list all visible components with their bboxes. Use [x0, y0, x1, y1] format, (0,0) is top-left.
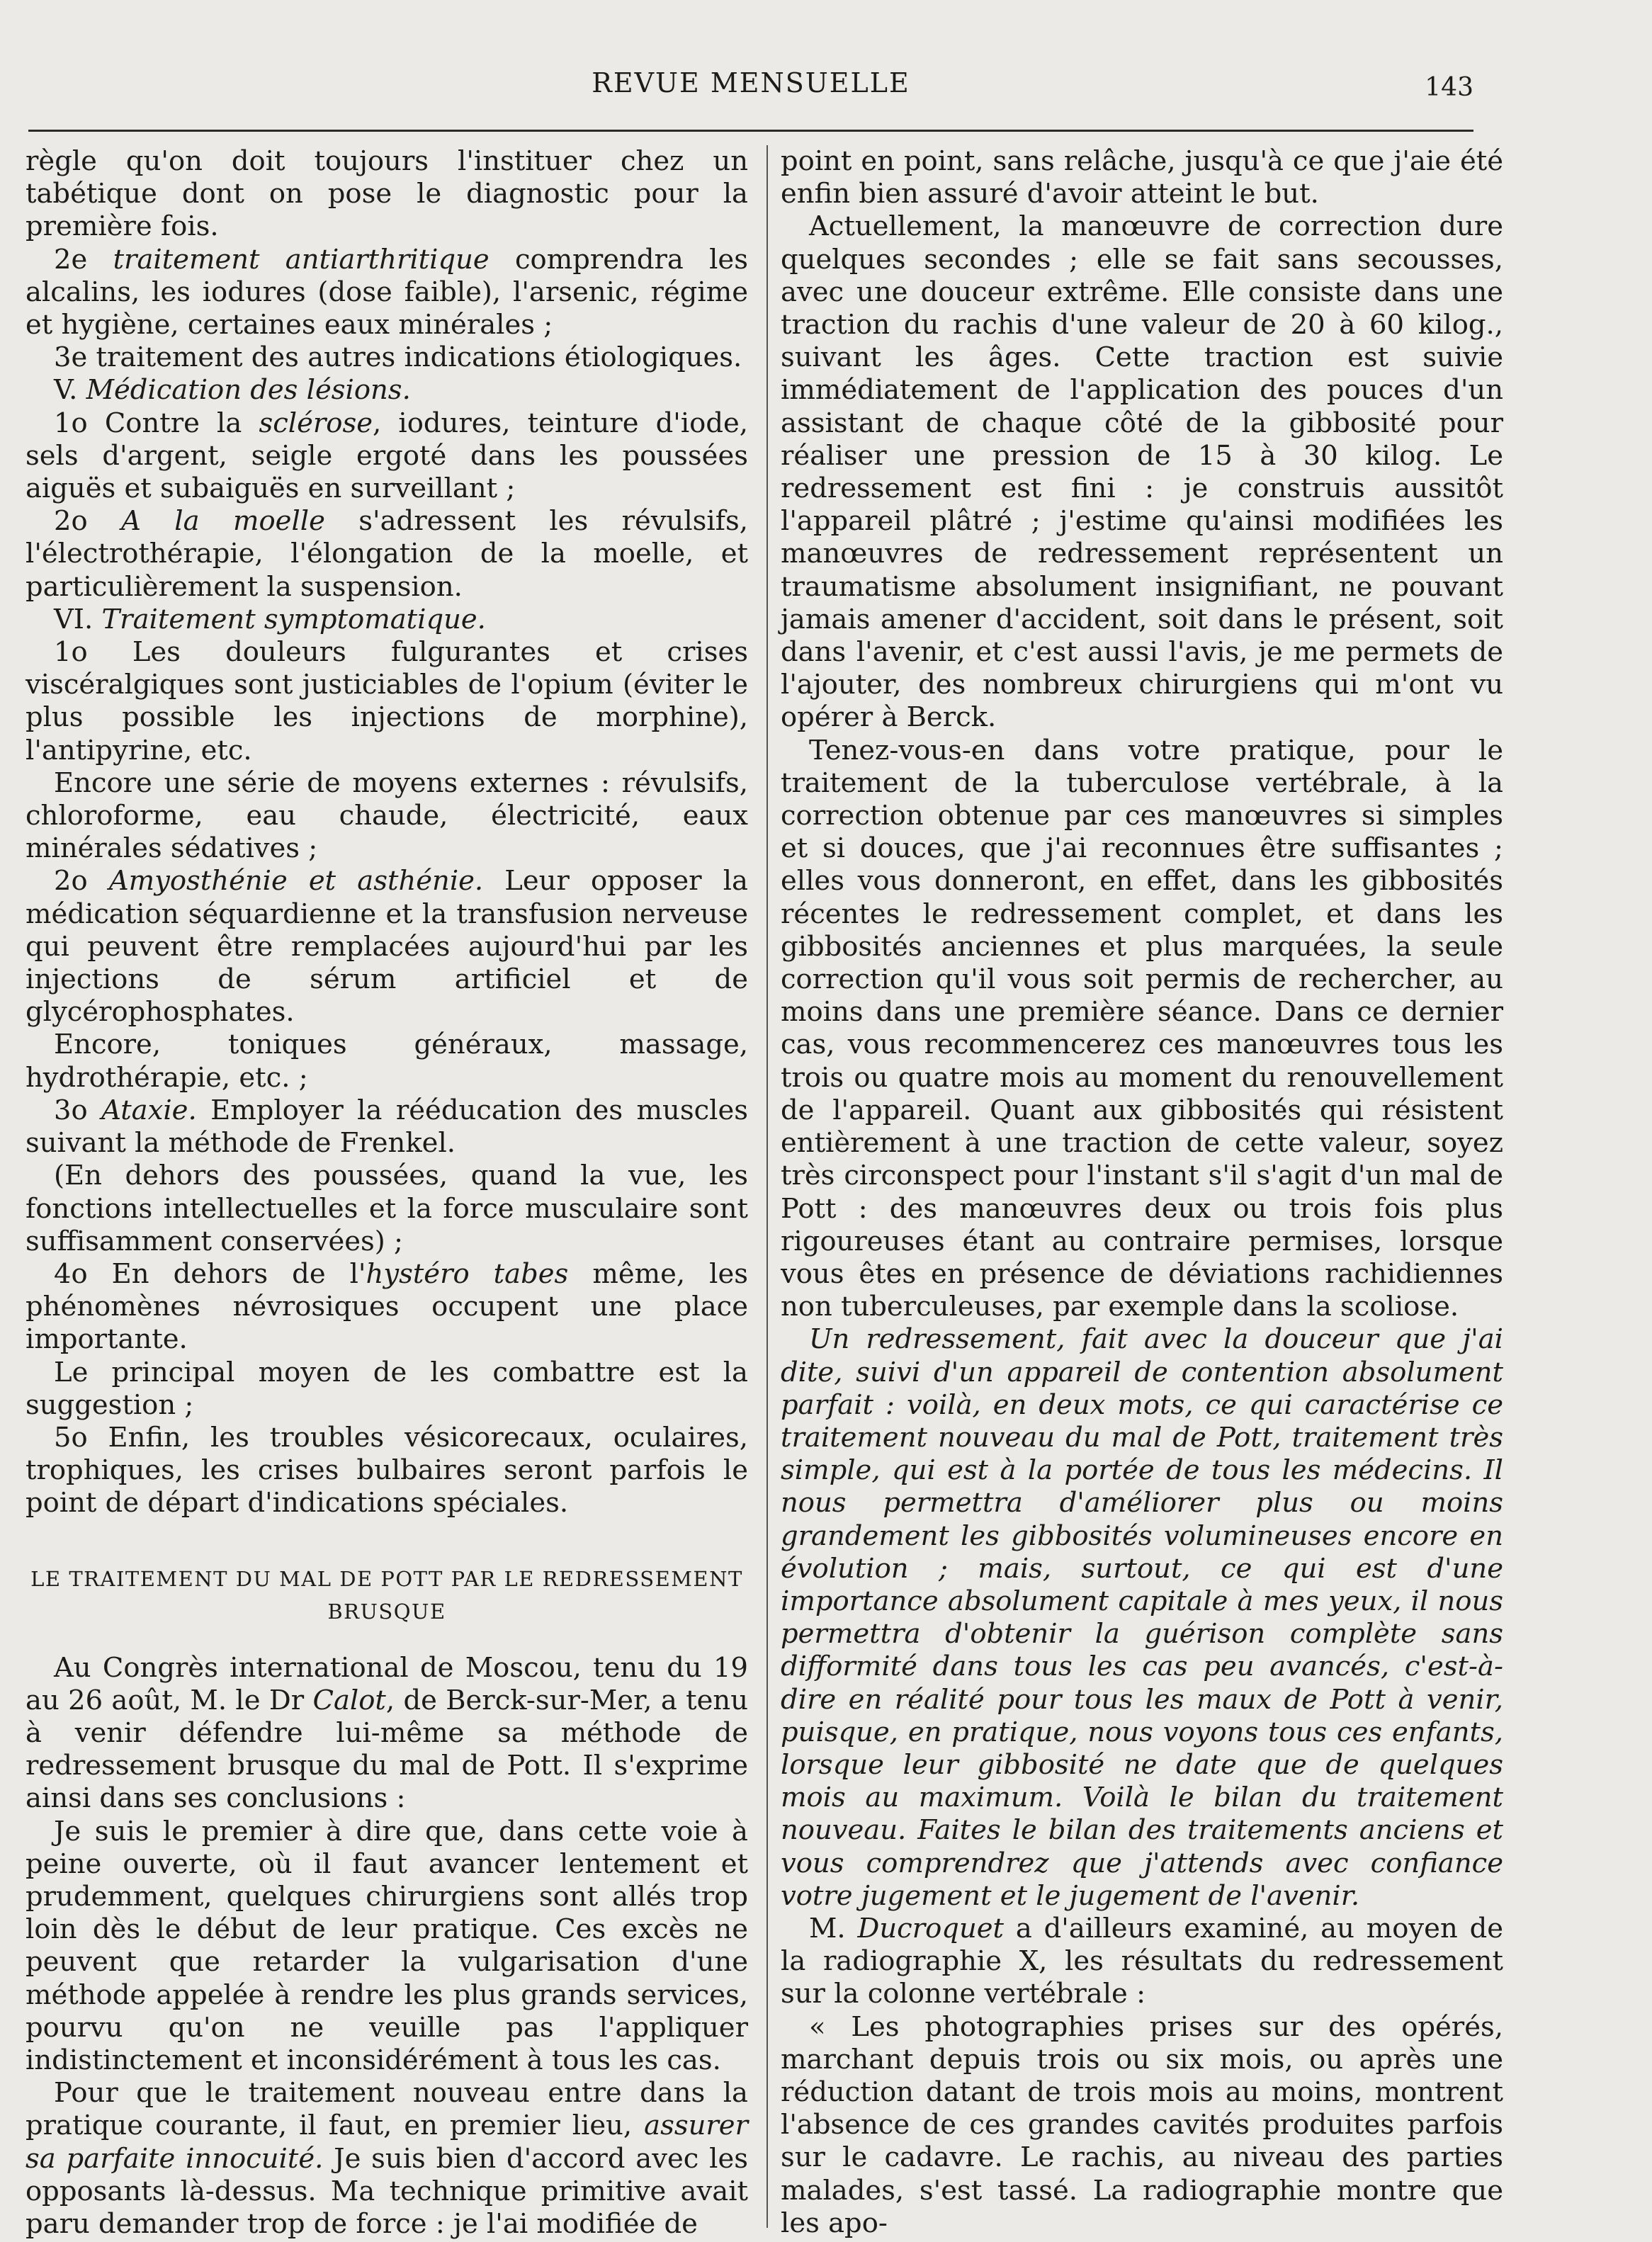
- paragraph: Encore, toniques généraux, massage, hydrothérapie, etc. ;: [26, 1029, 748, 1094]
- running-title: REVUE MENSUELLE: [592, 67, 910, 98]
- heading: [26, 604, 748, 636]
- page-number: 143: [1425, 73, 1473, 102]
- column-divider: [766, 145, 768, 2228]
- paragraph: 3e traitement des autres indications étiologiques.: [54, 341, 742, 374]
- paragraph-number: 2o: [54, 505, 122, 538]
- paragraph: Je suis le premier à dire que, dans cette voie à peine ouverte, où il faut avancer lentement et prudemment, quelques chirurgiens sont allés trop loin dès le début de leur pratique. Ces excès ne peuvent que retarder la vulgarisation d'une méthode appelée à rendre les plus grands services, pourvu qu'on ne veuille pas l'appliquer indistinctement et inconsidérément à tous les cas.: [26, 1815, 748, 2076]
- paragraph-text: Au Congrès international de Moscou, tenu du 19 au 26 août, M. le Dr: [26, 1651, 748, 1716]
- paragraph: Actuellement, la manœuvre de correction dure quelques secondes ; elle se fait sans secousses, avec une douceur extrême. Elle consiste dans une traction du rachis d'une valeur de 20 à 60 kilog., suivant les âges. Cette traction est suivie immédiatement de l'application des pouces d'un assistant de chaque côté de la gibbosité pour réaliser une pression de 15 à 30 kilog. Le redressement est fini : je construis aussitôt l'appareil plâtré ; j'estime qu'ainsi modifiées les manœuvres de redressement représentent un traumatisme absolument insignifiant, ne pouvant jamais amener d'accident, soit dans le présent, soit dans l'avenir, et c'est aussi l'avis, je me permets de l'ajouter, des nombreux chirurgiens qui m'ont vu opérer à Berck.: [781, 210, 1503, 734]
- paragraph: point en point, sans relâche, jusqu'à ce que j'aie été enfin bien assuré d'avoir atteint le but.: [781, 145, 1503, 210]
- left-column: [26, 145, 748, 2241]
- paragraph: Encore une série de moyens externes : révulsifs, chloroforme, eau chaude, électricité, eaux minérales sédatives ;: [26, 766, 748, 865]
- paragraph: (En dehors des poussées, quand la vue, les fonctions intellectuelles et la force musculaire sont suffisamment conservées) ;: [26, 1160, 748, 1257]
- section-title: LE TRAITEMENT DU MAL DE POTT PAR LE REDRESSEMENT BRUSQUE: [30, 1566, 743, 1624]
- emphasis: sclérose: [259, 407, 373, 439]
- emphasis: A la moelle: [121, 505, 325, 538]
- heading-number: V.: [54, 374, 86, 407]
- emphasis: hystéro tabes: [366, 1257, 569, 1290]
- heading-number: VI.: [54, 603, 102, 635]
- heading-text: Médication des lésions.: [86, 374, 411, 407]
- paragraph: Tenez-vous-en dans votre pratique, pour le traitement de la tuberculose vertébrale, à la correction obtenue par ces manœuvres si simples et si douces, que j'ai reconnues être suffisantes ; elles vous donneront, en effet, dans les gibbosités récentes le redressement complet, et dans les gibbosités anciennes et plus marquées, la seule correction qu'il vous soit permis de rechercher, au moins dans une première séance. Dans ce dernier cas, vous recommencerez ces manœuvres tous les trois ou quatre mois au moment du renouvellement de l'appareil. Quant aux gibbosités qui résistent entièrement à une traction de cette valeur, soyez très circonspect pour l'instant s'il s'agit d'un mal de Pott : des manœuvres deux ou trois fois plus rigoureuses étant au contraire permises, lorsque vous êtes en présence de déviations rachidiennes non tuberculeuses, par exemple dans la scoliose.: [781, 734, 1503, 1323]
- paragraph: [781, 1913, 1503, 2011]
- paragraph: [26, 2077, 748, 2241]
- paragraph: « Les photographies prises sur des opérés, marchant depuis trois ou six mois, ou après une réduction datant de trois mois au moins, montrent l'absence de ces grandes cavités produites parfois sur le cadavre. Le rachis, au niveau des parties malades, s'est tassé. La radiographie montre que les apo-: [781, 2010, 1503, 2239]
- paragraph-text: a d'ailleurs examiné, au moyen de la radiographie X, les résultats du redressement sur la colonne vertébrale :: [781, 1912, 1503, 2010]
- emphasis: traitement antiarthritique: [113, 243, 490, 276]
- paragraph-number: 4o En dehors de l': [54, 1257, 366, 1290]
- paragraph: Le principal moyen de les combattre est la suggestion ;: [26, 1356, 748, 1421]
- emphasis: Amyosthénie et asthénie.: [108, 865, 484, 898]
- paragraph-number: 3o: [54, 1094, 102, 1126]
- paragraph-number: 1o Contre la: [54, 407, 259, 439]
- page-header: [28, 67, 1473, 110]
- paragraph-text: Pour que le traitement nouveau entre dans la pratique courante, il faut, en premier lieu,: [26, 2077, 748, 2142]
- paragraph-text: même, les phénomènes névrosiques occupent une place importante.: [26, 1257, 749, 1356]
- paragraph: [26, 865, 748, 1029]
- emphasis: Ataxie.: [101, 1094, 197, 1126]
- paragraph: [26, 407, 748, 506]
- paragraph-number: 2o: [54, 865, 109, 898]
- paragraph: 5o Enfin, les troubles vésicorecaux, oculaires, trophiques, les crises bulbaires seront parfois le point de départ d'indications spéciales.: [26, 1421, 748, 1519]
- paragraph-text: comprendra les alcalins, les iodures (dose faible), l'arsenic, régime et hygiène, certaines eaux minérales ;: [26, 243, 748, 341]
- paragraph-number: 2e: [54, 243, 113, 276]
- header-rule: [28, 130, 1473, 132]
- paragraph-text: Employer la rééducation des muscles suivant la méthode de Frenkel.: [26, 1094, 748, 1160]
- paragraph: [26, 244, 748, 342]
- heading: [26, 374, 748, 407]
- paragraph-text: M.: [809, 1912, 858, 1944]
- emphasis: Calot: [312, 1684, 386, 1716]
- right-column: [781, 145, 1503, 2240]
- emphasis: Ducroquet: [857, 1912, 1004, 1944]
- paragraph: 1o Les douleurs fulgurantes et crises viscéralgiques sont justiciables de l'opium (éviter le plus possible les injections de morphine), l'antipyrine, etc.: [26, 636, 748, 766]
- emphasis: assurer sa parfaite innocuité.: [26, 2110, 748, 2175]
- paragraph-text: Leur opposer la médication séquardienne et la transfusion nerveuse qui peuvent être remplacées aujourd'hui par les injections de sérum artificiel et de glycérophosphates.: [26, 865, 748, 1029]
- paragraph: [26, 1652, 748, 1816]
- paragraph-text: , iodures, teinture d'iode, sels d'argent, seigle ergoté dans les poussées aiguës et subaiguës en surveillant ;: [26, 407, 749, 505]
- italic-quote: Un redressement, fait avec la douceur que j'ai dite, suivi d'un appareil de contention absolument parfait : voilà, en deux mots, ce qui caractérise ce traitement nouveau du mal de Pott, traitement très simple, qui est à la portée de tous les médecins. Il nous permettra d'améliorer plus ou moins grandement les gibbosités volumineuses encore en évolution ; mais, surtout, ce qui est d'une importance absolument capitale à mes yeux, il nous permettra d'obtenir la guérison complète sans difformité dans tous les cas peu avancés, c'est-à-dire en réalité pour tous les maux de Pott à venir, puisque, en pratique, nous voyons tous ces enfants, lorsque leur gibbosité ne date que de quelques mois au maximum. Voilà le bilan du traitement nouveau. Faites le bilan des traitements anciens et vous comprendrez que j'attends avec confiance votre jugement et le jugement de l'avenir.: [781, 1323, 1503, 1912]
- paragraph-text: , de Berck-sur-Mer, a tenu à venir défendre lui-même sa méthode de redressement brusque du mal de Pott. Il s'exprime ainsi dans ses conclusions :: [26, 1684, 748, 1815]
- paragraph: règle qu'on doit toujours l'instituer chez un tabétique dont on pose le diagnostic pour la première fois.: [26, 145, 748, 243]
- paragraph: [26, 1094, 748, 1160]
- paragraph: [26, 505, 748, 604]
- heading-text: Traitement symptomatique.: [101, 603, 486, 635]
- paragraph-text: s'adressent les révulsifs, l'électrothérapie, l'élongation de la moelle, et particulièrement la suspension.: [26, 505, 748, 603]
- paragraph: [26, 1258, 748, 1357]
- paragraph-text: Je suis bien d'accord avec les opposants là-dessus. Ma technique primitive avait paru demander trop de force : je l'ai modifiée de: [26, 2142, 748, 2240]
